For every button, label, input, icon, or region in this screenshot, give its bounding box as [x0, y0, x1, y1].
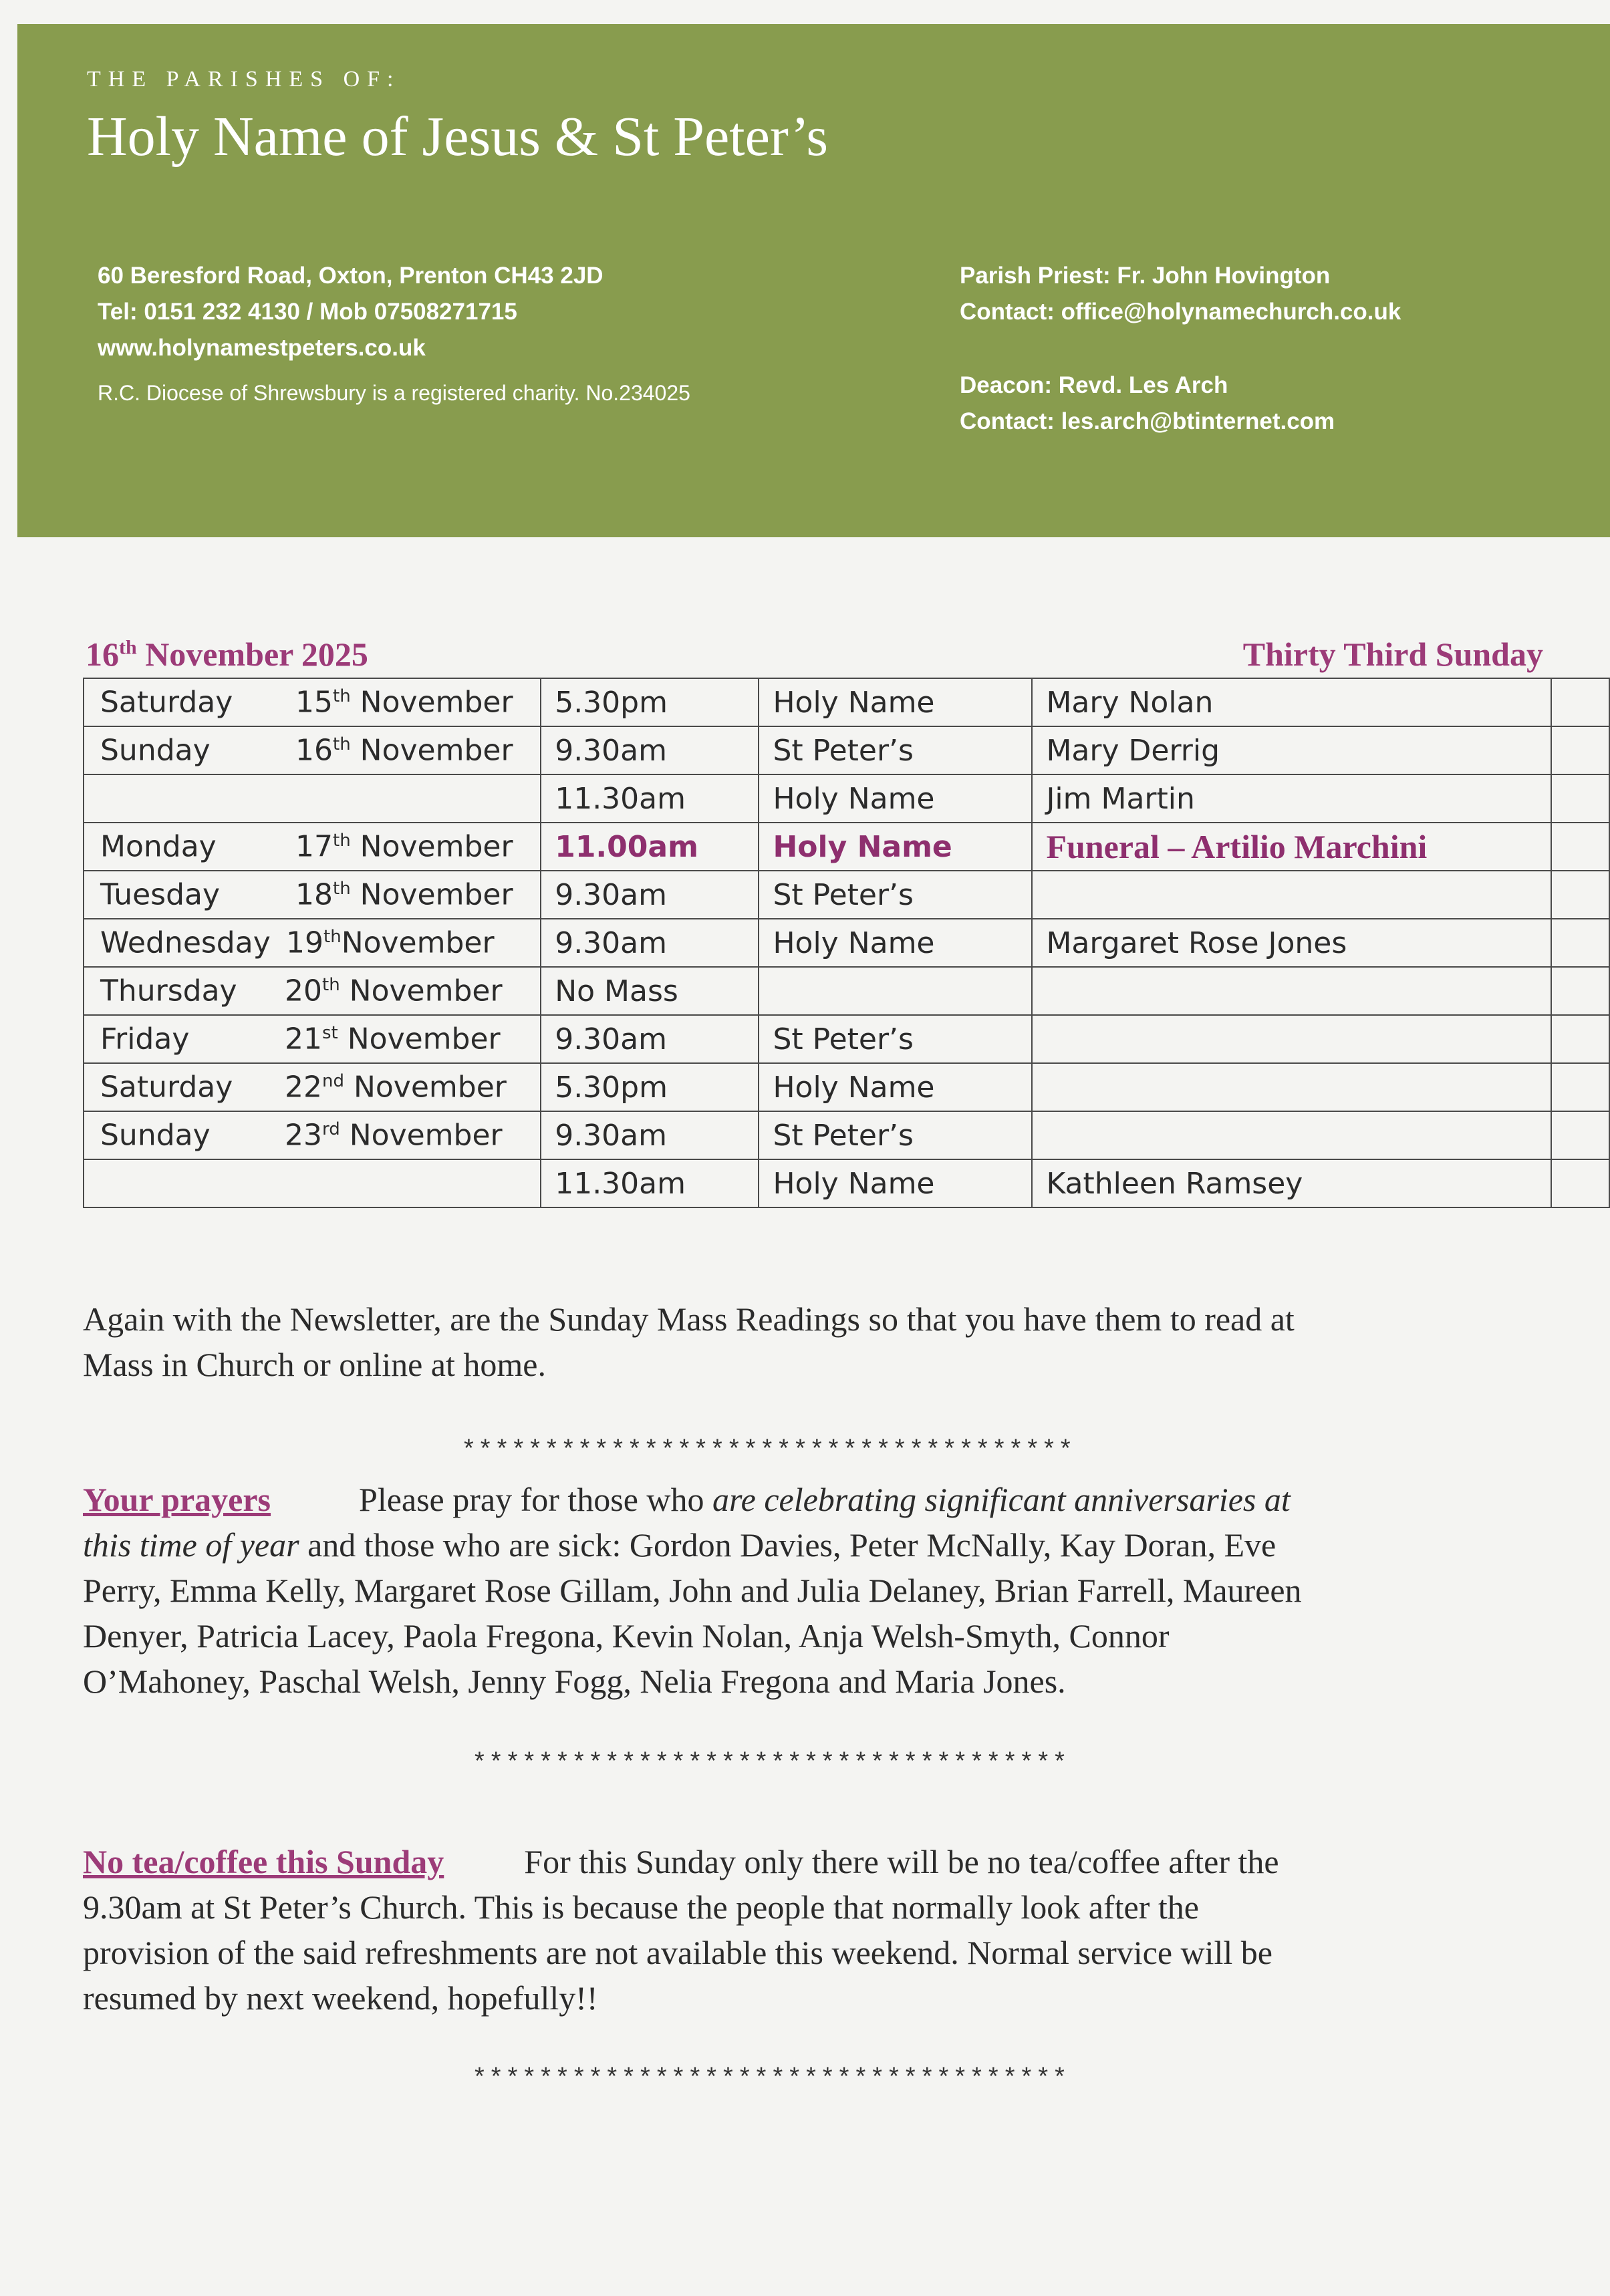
church-cell: Holy Name: [759, 1159, 1032, 1207]
website-link[interactable]: www.holynamestpeters.co.uk: [98, 335, 426, 361]
time-cell: 9.30am: [541, 1111, 759, 1159]
star-divider: ************************************: [472, 2065, 1069, 2094]
empty-cell: [1551, 726, 1609, 774]
prayers-title: Your prayers: [83, 1481, 271, 1518]
intention-cell: [1032, 967, 1551, 1015]
time-cell: 11.30am: [541, 1159, 759, 1207]
star-divider: ************************************: [472, 1749, 1069, 1778]
empty-cell: [1551, 678, 1609, 726]
table-row: [84, 967, 1609, 1015]
priest-contact-link[interactable]: Contact: office@holynamechurch.co.uk: [960, 299, 1401, 325]
table-row: [84, 678, 1609, 726]
charity-note: R.C. Diocese of Shrewsbury is a registered charity. No.234025: [98, 381, 690, 405]
parish-title: Holy Name of Jesus & St Peter’s: [87, 106, 829, 168]
table-row: [84, 726, 1609, 774]
clergy-block: [960, 258, 1401, 440]
intention-cell: [1032, 1063, 1551, 1111]
day-cell: Thursday 20th November: [84, 967, 541, 1015]
intention-cell: Kathleen Ramsey: [1032, 1159, 1551, 1207]
table-row: [84, 1159, 1609, 1207]
church-cell: Holy Name: [759, 678, 1032, 726]
empty-cell: [1551, 1111, 1609, 1159]
church-cell: Holy Name: [759, 774, 1032, 823]
address: 60 Beresford Road, Oxton, Prenton CH43 2JD: [98, 263, 603, 289]
table-row: [84, 1015, 1609, 1063]
tea-coffee-section: No tea/coffee this Sunday For this Sunday only there will be no tea/coffee after the 9.30am at St Peter’s Church. This is because the people that normally look after the provision of the said refreshments are not available this weekend. Normal service will be resumed by next weekend, hopefully!!: [83, 1843, 1279, 2017]
mass-schedule-table: [83, 678, 1610, 1208]
time-cell: 9.30am: [541, 726, 759, 774]
day-cell: Sunday 16th November: [84, 726, 541, 774]
intention-cell: Funeral – Artilio Marchini: [1032, 823, 1551, 871]
day-cell: [84, 1159, 541, 1207]
table-row: [84, 871, 1609, 919]
church-cell: [759, 967, 1032, 1015]
empty-cell: [1551, 1159, 1609, 1207]
day-cell: Sunday 23rd November: [84, 1111, 541, 1159]
readings-note: Again with the Newsletter, are the Sunday Mass Readings so that you have them to read at Mass in Church or online at home.: [83, 1300, 1295, 1383]
day-cell: Monday 17th November: [84, 823, 541, 871]
church-cell: Holy Name: [759, 823, 1032, 871]
table-row: [84, 774, 1609, 823]
table-row: [84, 1111, 1609, 1159]
deacon: Deacon: Revd. Les Arch: [960, 372, 1228, 398]
table-row-funeral: [84, 823, 1609, 871]
time-cell: 11.30am: [541, 774, 759, 823]
church-cell: St Peter’s: [759, 1111, 1032, 1159]
church-cell: Holy Name: [759, 919, 1032, 967]
intention-cell: Jim Martin: [1032, 774, 1551, 823]
empty-cell: [1551, 823, 1609, 871]
phone: Tel: 0151 232 4130 / Mob 07508271715: [98, 299, 517, 325]
church-cell: St Peter’s: [759, 726, 1032, 774]
intention-cell: Mary Derrig: [1032, 726, 1551, 774]
table-row: [84, 1063, 1609, 1111]
tea-coffee-title: No tea/coffee this Sunday: [83, 1843, 444, 1880]
newsletter-date: 16th November 2025: [86, 635, 368, 673]
empty-cell: [1551, 1063, 1609, 1111]
day-cell: Saturday 22nd November: [84, 1063, 541, 1111]
parishes-kicker: THE PARISHES OF:: [87, 67, 401, 92]
intention-cell: Margaret Rose Jones: [1032, 919, 1551, 967]
intention-cell: Mary Nolan: [1032, 678, 1551, 726]
address-block: [98, 258, 603, 366]
prayers-section: Your prayers Please pray for those who are celebrating significant anniversaries at this time of year and those who are sick: Gordon Davies, Peter McNally, Kay Doran, Eve Perry, Emma Kelly, Margaret Rose Gillam, John and Julia Delaney, Brian Farrell, Maureen Denyer, Patricia Lacey, Paola Fregona, Kevin Nolan, Anja Welsh-Smyth, Connor O’Mahoney, Paschal Welsh, Jenny Fogg, Nelia Fregona and Maria Jones.: [83, 1481, 1302, 1700]
intention-cell: [1032, 871, 1551, 919]
empty-cell: [1551, 967, 1609, 1015]
time-cell: 9.30am: [541, 1015, 759, 1063]
intention-cell: [1032, 1015, 1551, 1063]
day-cell: [84, 774, 541, 823]
church-cell: Holy Name: [759, 1063, 1032, 1111]
parish-header: [17, 24, 1610, 537]
church-cell: St Peter’s: [759, 871, 1032, 919]
empty-cell: [1551, 1015, 1609, 1063]
deacon-contact-link[interactable]: Contact: les.arch@btinternet.com: [960, 408, 1335, 434]
star-divider: *************************************: [461, 1437, 1075, 1465]
day-cell: Friday 21st November: [84, 1015, 541, 1063]
time-cell: 9.30am: [541, 871, 759, 919]
time-cell: 9.30am: [541, 919, 759, 967]
time-cell: No Mass: [541, 967, 759, 1015]
empty-cell: [1551, 871, 1609, 919]
day-cell: Saturday 15th November: [84, 678, 541, 726]
time-cell: 11.00am: [541, 823, 759, 871]
time-cell: 5.30pm: [541, 678, 759, 726]
table-row: [84, 919, 1609, 967]
empty-cell: [1551, 919, 1609, 967]
parish-priest: Parish Priest: Fr. John Hovington: [960, 263, 1331, 289]
liturgical-sunday: Thirty Third Sunday: [1242, 635, 1543, 673]
intention-cell: [1032, 1111, 1551, 1159]
day-cell: Wednesday 19thNovember: [84, 919, 541, 967]
time-cell: 5.30pm: [541, 1063, 759, 1111]
church-cell: St Peter’s: [759, 1015, 1032, 1063]
empty-cell: [1551, 774, 1609, 823]
day-cell: Tuesday 18th November: [84, 871, 541, 919]
